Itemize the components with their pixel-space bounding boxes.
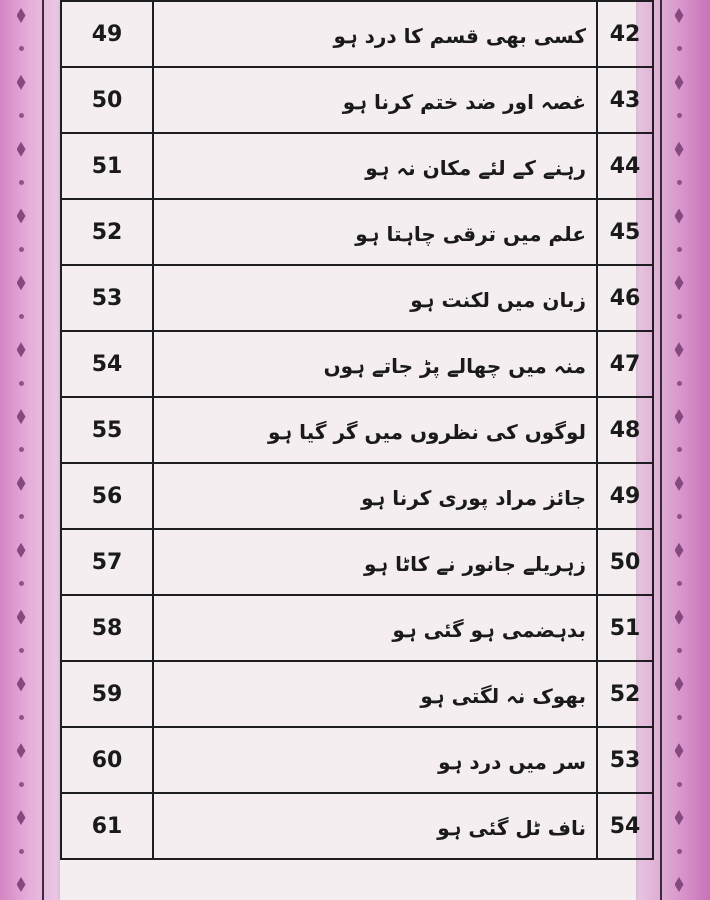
dot-ornament-icon <box>19 514 24 519</box>
left-frame-line <box>42 0 44 900</box>
index-table <box>60 0 654 860</box>
dot-ornament-icon <box>19 715 24 720</box>
page-number: 55 <box>61 397 153 463</box>
topic-title-text: ناف ٹل گئی ہو <box>437 816 586 840</box>
serial-number: 42 <box>597 1 653 67</box>
diamond-ornament-icon <box>675 8 684 23</box>
table-row <box>61 67 653 133</box>
topic-title-text: بدہضمی ہو گئی ہو <box>392 618 586 642</box>
topic-title <box>153 595 597 661</box>
table-row <box>61 397 653 463</box>
diamond-ornament-icon <box>17 610 26 625</box>
topic-title-text: علم میں ترقی چاہتا ہو <box>355 222 586 246</box>
diamond-ornament-icon <box>675 543 684 558</box>
diamond-ornament-icon <box>675 676 684 691</box>
diamond-ornament-icon <box>17 877 26 892</box>
dot-ornament-icon <box>19 849 24 854</box>
page-number: 52 <box>61 199 153 265</box>
serial-number: 53 <box>597 727 653 793</box>
page-number: 58 <box>61 595 153 661</box>
dot-ornament-icon <box>677 581 682 586</box>
index-table-container <box>60 0 641 900</box>
table-row <box>61 199 653 265</box>
dot-ornament-icon <box>19 180 24 185</box>
page-number: 59 <box>61 661 153 727</box>
dot-ornament-icon <box>19 113 24 118</box>
diamond-ornament-icon <box>675 610 684 625</box>
topic-title-text: رہنے کے لئے مکان نہ ہو <box>365 156 586 180</box>
dot-ornament-icon <box>19 247 24 252</box>
topic-title <box>153 661 597 727</box>
serial-number: 48 <box>597 397 653 463</box>
table-row <box>61 727 653 793</box>
dot-ornament-icon <box>677 849 682 854</box>
dot-ornament-icon <box>677 715 682 720</box>
page-number: 54 <box>61 331 153 397</box>
diamond-ornament-icon <box>17 342 26 357</box>
diamond-ornament-icon <box>17 209 26 224</box>
dot-ornament-icon <box>19 46 24 51</box>
serial-number: 47 <box>597 331 653 397</box>
topic-title-text: کسی بھی قسم کا درد ہو <box>333 24 586 48</box>
diamond-ornament-icon <box>17 8 26 23</box>
table-row <box>61 463 653 529</box>
diamond-ornament-icon <box>675 75 684 90</box>
topic-title-text: سر میں درد ہو <box>438 750 586 774</box>
topic-title-text: غصہ اور ضد ختم کرنا ہو <box>342 90 586 114</box>
serial-number: 50 <box>597 529 653 595</box>
page-number: 61 <box>61 793 153 859</box>
topic-title-text: منہ میں چھالے پڑ جاتے ہوں <box>323 354 586 378</box>
page-number: 56 <box>61 463 153 529</box>
page-number: 53 <box>61 265 153 331</box>
topic-title <box>153 463 597 529</box>
dot-ornament-icon <box>677 180 682 185</box>
serial-number: 49 <box>597 463 653 529</box>
page-number: 57 <box>61 529 153 595</box>
dot-ornament-icon <box>677 381 682 386</box>
serial-number: 52 <box>597 661 653 727</box>
diamond-ornament-icon <box>675 877 684 892</box>
dot-ornament-icon <box>19 447 24 452</box>
topic-title <box>153 133 597 199</box>
diamond-ornament-icon <box>675 810 684 825</box>
diamond-ornament-icon <box>17 476 26 491</box>
topic-title <box>153 199 597 265</box>
dot-ornament-icon <box>677 113 682 118</box>
topic-title <box>153 397 597 463</box>
diamond-ornament-icon <box>17 676 26 691</box>
serial-number: 51 <box>597 595 653 661</box>
page-number: 51 <box>61 133 153 199</box>
diamond-ornament-icon <box>675 476 684 491</box>
diamond-ornament-icon <box>675 209 684 224</box>
page-number: 50 <box>61 67 153 133</box>
topic-title <box>153 1 597 67</box>
table-row <box>61 661 653 727</box>
diamond-ornament-icon <box>17 409 26 424</box>
diamond-ornament-icon <box>17 743 26 758</box>
table-row <box>61 529 653 595</box>
dot-ornament-icon <box>677 247 682 252</box>
right-frame-line <box>660 0 662 900</box>
diamond-ornament-icon <box>17 275 26 290</box>
diamond-ornament-icon <box>17 75 26 90</box>
dot-ornament-icon <box>677 46 682 51</box>
table-row <box>61 265 653 331</box>
diamond-ornament-icon <box>675 342 684 357</box>
dot-ornament-icon <box>19 314 24 319</box>
diamond-ornament-icon <box>675 409 684 424</box>
topic-title-text: جائز مراد پوری کرنا ہو <box>361 486 586 510</box>
diamond-ornament-icon <box>17 810 26 825</box>
table-row <box>61 133 653 199</box>
topic-title <box>153 529 597 595</box>
topic-title-text: لوگوں کی نظروں میں گر گیا ہو <box>267 420 586 444</box>
dot-ornament-icon <box>677 514 682 519</box>
table-row <box>61 595 653 661</box>
left-ornament-border <box>12 0 30 900</box>
dot-ornament-icon <box>677 648 682 653</box>
topic-title <box>153 67 597 133</box>
topic-title <box>153 793 597 859</box>
dot-ornament-icon <box>677 314 682 319</box>
dot-ornament-icon <box>19 782 24 787</box>
diamond-ornament-icon <box>675 275 684 290</box>
serial-number: 44 <box>597 133 653 199</box>
topic-title-text: زبان میں لکنت ہو <box>410 288 586 312</box>
table-row <box>61 331 653 397</box>
dot-ornament-icon <box>19 648 24 653</box>
dot-ornament-icon <box>677 782 682 787</box>
serial-number: 43 <box>597 67 653 133</box>
topic-title <box>153 331 597 397</box>
page-number: 49 <box>61 1 153 67</box>
page-number: 60 <box>61 727 153 793</box>
right-ornament-border <box>670 0 688 900</box>
dot-ornament-icon <box>19 381 24 386</box>
table-row <box>61 793 653 859</box>
serial-number: 46 <box>597 265 653 331</box>
topic-title <box>153 265 597 331</box>
serial-number: 45 <box>597 199 653 265</box>
dot-ornament-icon <box>19 581 24 586</box>
diamond-ornament-icon <box>675 743 684 758</box>
table-row <box>61 1 653 67</box>
diamond-ornament-icon <box>17 543 26 558</box>
topic-title <box>153 727 597 793</box>
diamond-ornament-icon <box>675 142 684 157</box>
serial-number: 54 <box>597 793 653 859</box>
diamond-ornament-icon <box>17 142 26 157</box>
topic-title-text: بھوک نہ لگتی ہو <box>420 684 586 708</box>
dot-ornament-icon <box>677 447 682 452</box>
topic-title-text: زہریلے جانور نے کاٹا ہو <box>363 552 586 576</box>
